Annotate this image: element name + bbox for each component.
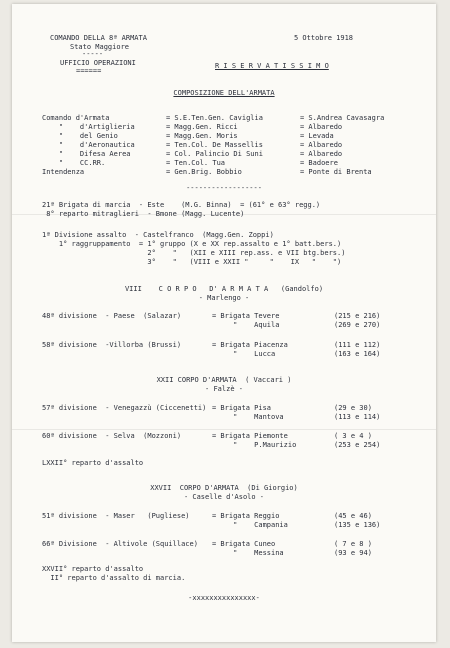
command-place: = Levada [300,132,334,140]
footer-rule: -xxxxxxxxxxxxxxx- [188,594,260,602]
closing-line: II° reparto d'assalto di marcia. [42,574,186,582]
division-line: 48ª divisione - Paese (Salazar) [42,312,182,320]
assault-group-line: 2° " (XII e XIII rep.ass. e VII btg.bers.) [42,249,346,257]
brigade-name: = Brigata Reggio [212,512,280,520]
corps-heading: XXVII CORPO D'ARMATA (Di Giorgio) [150,484,298,492]
command-role: " d'Artiglieria [42,123,135,131]
office-heading: UFFICIO OPERAZIONI [60,59,136,67]
corps-location: - Falzè - [205,385,243,393]
regiments: (113 e 114) [334,413,381,421]
document-date: 5 Ottobre 1918 [294,34,354,42]
brigade-name: " Aquila [212,321,280,329]
assault-division-line: 1ª Divisione assalto - Castelfranco (Magg.Gen. Zoppi) [42,231,274,239]
corps-heading: XXII CORPO D'ARMATA ( Vaccari ) [156,376,292,384]
division-line: 57ª divisione - Venegazzù (Ciccenetti) [42,404,207,412]
brigade-name: " Lucca [212,350,276,358]
fold-crease [12,429,436,430]
classification-mark: R I S E R V A T I S S I M O [215,62,329,70]
assault-unit-line: LXXII° reparto d'assalto [42,459,144,467]
assault-group-line: 1° raggruppamento = 1° gruppo (X e XX rep.assalto e 1° batt.bers.) [42,240,342,248]
staff-heading: Stato Maggiore [70,43,130,51]
brigade-name: = Brigata Cuneo [212,540,276,548]
regiments: (93 e 94) [334,549,372,557]
regiments: (269 e 270) [334,321,381,329]
brigade-line: 8° reparto mitraglieri - Bmone (Magg. Lucente) [42,210,245,218]
regiments: (253 e 254) [334,441,381,449]
command-place: = Ponte di Brenta [300,168,372,176]
brigade-name: " Messina [212,549,284,557]
command-person: = Magg.Gen. Moris [166,132,238,140]
command-person: = Col. Palincio Di Suni [166,150,263,158]
command-place: = S.Andrea Cavasagra [300,114,385,122]
command-role: Intendenza [42,168,85,176]
corps-location: - Marlengo - [198,294,250,302]
command-place: = Albaredo [300,123,343,131]
corps-heading: VIII C O R P O D' A R M A T A (Gandolfo) [124,285,324,293]
command-person: = Magg.Gen. Ricci [166,123,238,131]
regiments: ( 3 e 4 ) [334,432,372,440]
command-role: " del Genio [42,132,118,140]
corps-location: - Caselle d'Asolo - [183,493,265,501]
brigade-name: = Brigata Piemonte [212,432,288,440]
regiments: (163 e 164) [334,350,381,358]
command-person: = Gen.Brig. Bobbio [166,168,242,176]
command-role: " Difesa Aerea [42,150,131,158]
brigade-name: " P.Maurizio [212,441,297,449]
command-role: " d'Aeronautica [42,141,135,149]
division-line: 51ª divisione - Maser (Pugliese) [42,512,190,520]
command-person: = S.E.Ten.Gen. Caviglia [166,114,263,122]
staff-rule: ----- [82,50,104,58]
division-line: 66ª Divisione - Altivole (Squillace) [42,540,198,548]
command-person: = Ten.Col. De Massellis [166,141,263,149]
regiments: (29 e 30) [334,404,372,412]
brigade-name: = Brigata Pisa [212,404,272,412]
brigade-name: " Mantova [212,413,284,421]
brigade-name: = Brigata Piacenza [212,341,288,349]
regiments: (111 e 112) [334,341,381,349]
command-heading: COMANDO DELLA 8ª ARMATA [50,34,147,42]
regiments: (45 e 46) [334,512,372,520]
regiments: (215 e 216) [334,312,381,320]
brigade-name: = Brigata Tevere [212,312,280,320]
division-line: 58ª divisione -Villorba (Brussi) [42,341,182,349]
regiments: (135 e 136) [334,521,381,529]
division-line: 60ª divisione - Selva (Mozzoni) [42,432,182,440]
command-role: " CC.RR. [42,159,106,167]
command-person: = Ten.Col. Tua [166,159,226,167]
brigade-name: " Campania [212,521,288,529]
command-place: = Albaredo [300,141,343,149]
office-rule: ====== [76,67,102,75]
section-separator: ------------------ [186,184,262,192]
document-sheet [12,4,436,642]
closing-line: XXVII° reparto d'assalto [42,565,144,573]
regiments: ( 7 e 8 ) [334,540,372,548]
command-place: = Albaredo [300,150,343,158]
assault-group-line: 3° " (VIII e XXII " " IX " ") [42,258,342,266]
brigade-line: 21ª Brigata di marcia - Este (M.G. Binna) = (61° e 63° regg.) [42,201,321,209]
command-place: = Badoere [300,159,338,167]
command-role: Comando d'Armata [42,114,110,122]
document-title: COMPOSIZIONE DELL'ARMATA [173,89,275,97]
